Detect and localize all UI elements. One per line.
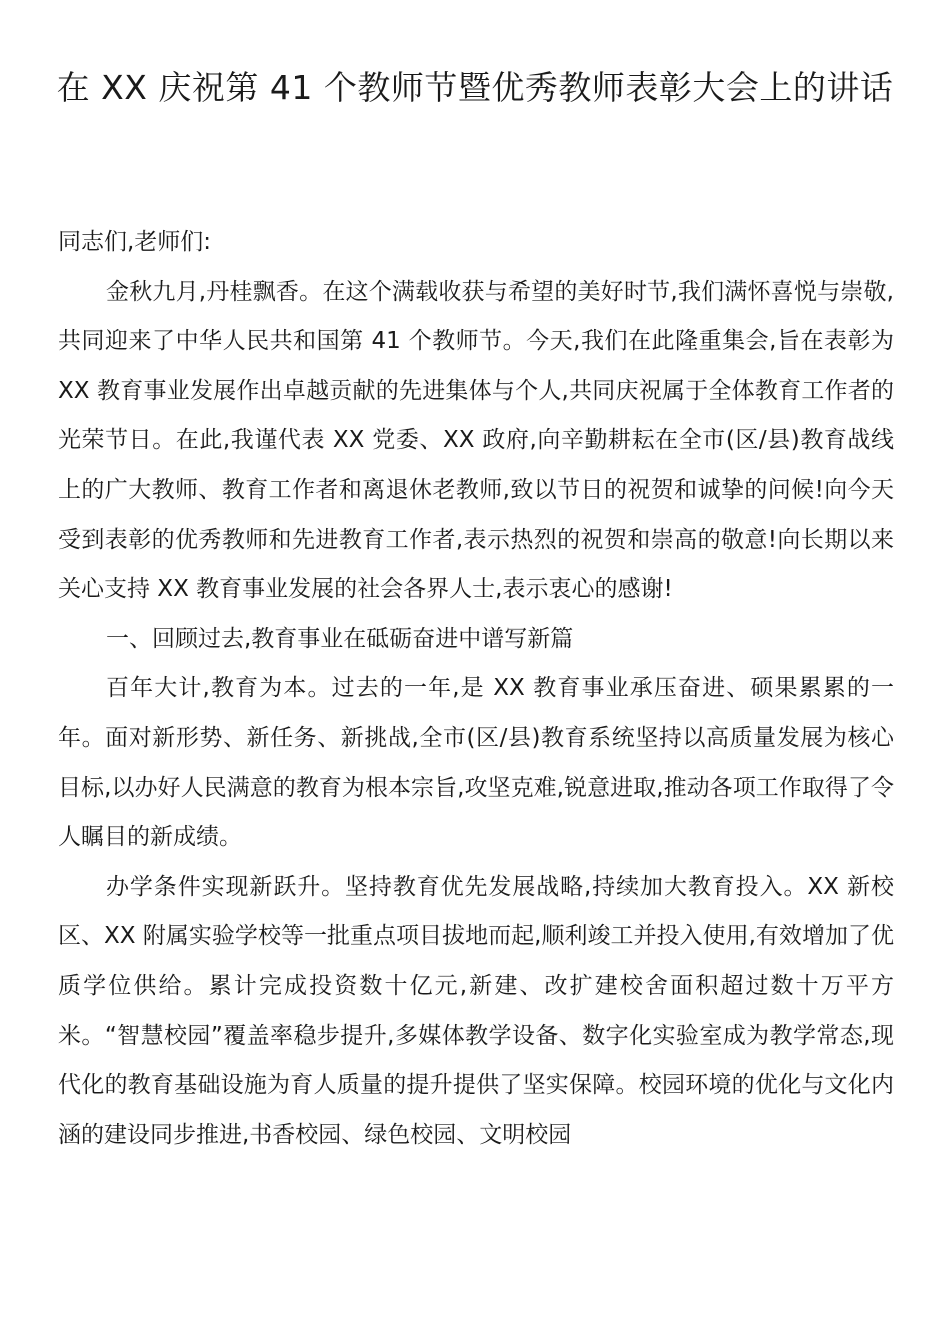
section-heading: 一、回顾过去,教育事业在砥砺奋进中谱写新篇 — [106, 625, 574, 652]
paragraph-review: 百年大计,教育为本。过去的一年,是 XX 教育事业承压奋进、硕果累累的一年。面对新形势、新任务、新挑战,全市(区/县)教育系统坚持以高质量发展为核心目标,以办好人民满意的教育为根本宗旨,攻坚克难,锐意进取,推动各项工作取得了令人瞩目的新成绩。 — [58, 675, 894, 851]
salutation: 同志们,老师们: — [58, 229, 212, 255]
document-body — [58, 218, 894, 1160]
paragraph-conditions: 办学条件实现新跃升。坚持教育优先发展战略,持续加大教育投入。XX 新校区、XX 附属实验学校等一批重点项目拔地而起,顺利竣工并投入使用,有效增加了优质学位供给。累计完成投资数十亿元,新建、改扩建校舍面积超过数十万平方米。“智慧校园”覆盖率稳步提升,多媒体教学设备、数字化实验室成为教学常态,现代化的教育基础设施为育人质量的提升提供了坚实保障。校园环境的优化与文化内涵的建设同步推进,书香校园、绿色校园、文明校园 — [58, 873, 894, 1148]
document-title: 在 XX 庆祝第 41 个教师节暨优秀教师表彰大会上的讲话 — [56, 68, 894, 107]
paragraph-opening: 金秋九月,丹桂飘香。在这个满载收获与希望的美好时节,我们满怀喜悦与崇敬,共同迎来了中华人民共和国第 41 个教师节。今天,我们在此隆重集会,旨在表彰为 XX 教育事业发展作出卓越贡献的先进集体与个人,共同庆祝属于全体教育工作者的光荣节日。在此,我谨代表 XX 党委、XX 政府,向辛勤耕耘在全市(区/县)教育战线上的广大教师、教育工作者和离退休老教师,致以节日的祝贺和诚挚的问候!向今天受到表彰的优秀教师和先进教育工作者,表示热烈的祝贺和崇高的敬意!向长期以来关心支持 XX 教育事业发展的社会各界人士,表示衷心的感谢! — [58, 278, 895, 603]
